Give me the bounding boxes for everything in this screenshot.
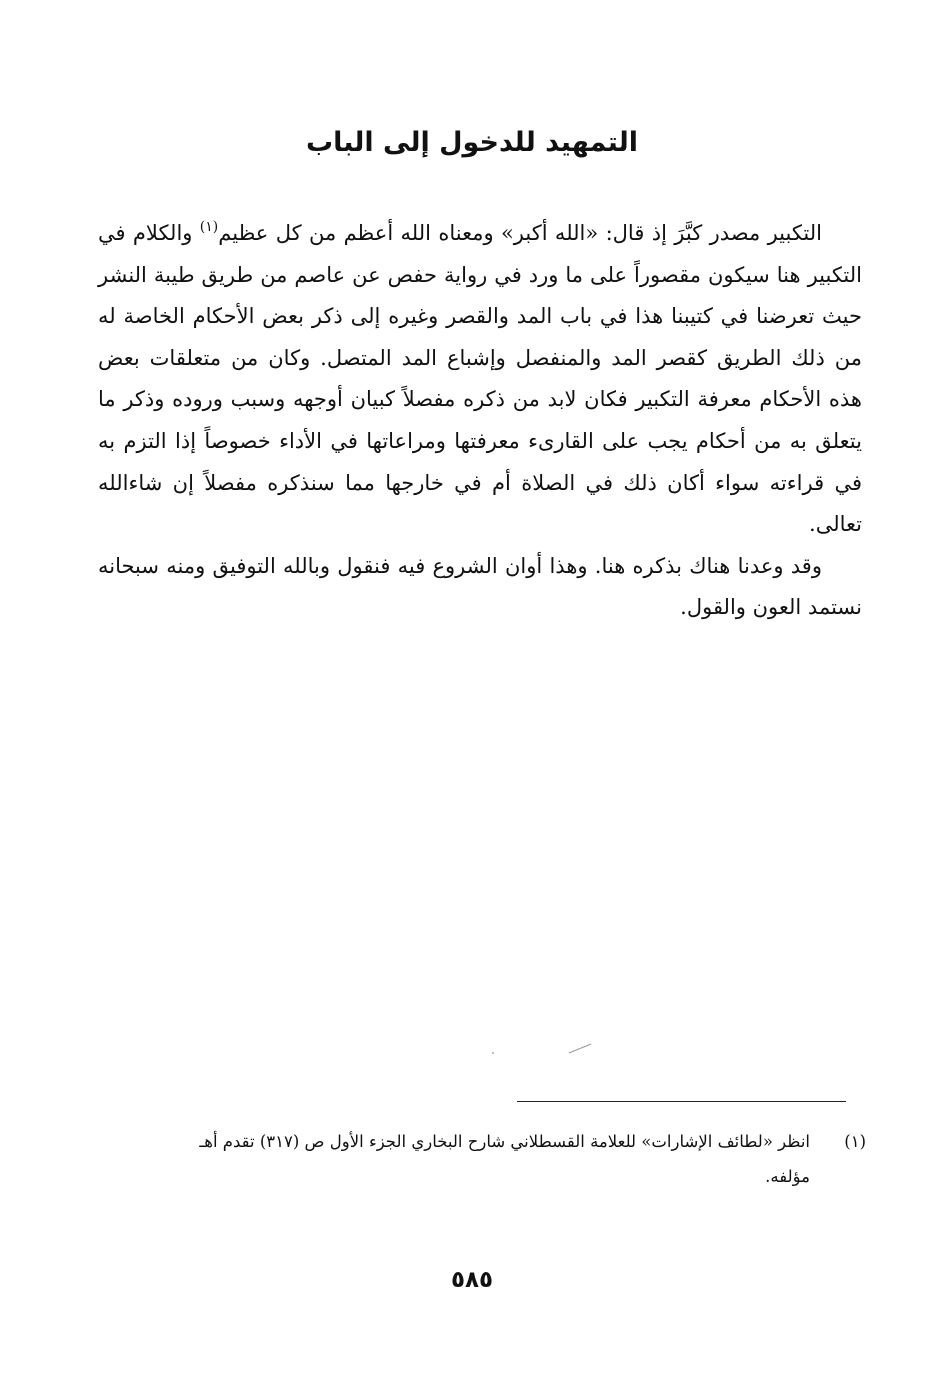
paragraph-2: وقد وعدنا هناك بذكره هنا. وهذا أوان الشروع فيه فنقول وبالله التوفيق ومنه سبحانه نستمد العون والقول.: [98, 553, 862, 620]
paragraph-1-part-1: التكبير مصدر كبَّرَ إذ قال: «الله أكبر» ومعناه الله أعظم من كل عظيم: [218, 221, 822, 245]
print-speck: [492, 1052, 494, 1054]
footnote-separator: [517, 1101, 846, 1102]
footnote-line-1: [96, 1124, 866, 1159]
footnote-number: (١): [844, 1132, 866, 1151]
page-number: ٥٨٥: [450, 1267, 494, 1293]
footnote-line-2: مؤلفه.: [765, 1167, 810, 1186]
footnote-reference: (١): [199, 219, 219, 235]
print-mark: [569, 1044, 592, 1054]
footnote: [96, 1124, 866, 1194]
main-text: [98, 213, 862, 629]
paragraph-1: [98, 213, 862, 546]
paragraph-1-part-2: والكلام في التكبير هنا سيكون مقصوراً على ما ورد في رواية حفص عن عاصم من طريق طيبة النشر حيث تعرضنا في كتيبنا هذا في باب المد والقصر وغيره إلى ذكر بعض الأحكام الخاصة له من ذلك الطريق كقصر المد والمنفصل وإشباع المد المتصل. وكان من متعلقات بعض هذه الأحكام معرفة التكبير فكان لابد من ذكره مفصلاً كبيان أوجهه وسبب وروده وذكر ما يتعلق به من أحكام يجب على القارىء معرفتها ومراعاتها في الأداء خصوصاً إذا التزم به في قراءته سواء أكان ذلك في الصلاة أم في خارجها مما سنذكره مفصلاً إن شاءالله تعالى.: [98, 221, 862, 537]
footnote-text: انظر «لطائف الإشارات» للعلامة القسطلاني شارح البخاري الجزء الأول ص (٣١٧) تقدم أهـ: [199, 1132, 810, 1151]
chapter-title: التمهيد للدخول إلى الباب: [305, 127, 639, 158]
